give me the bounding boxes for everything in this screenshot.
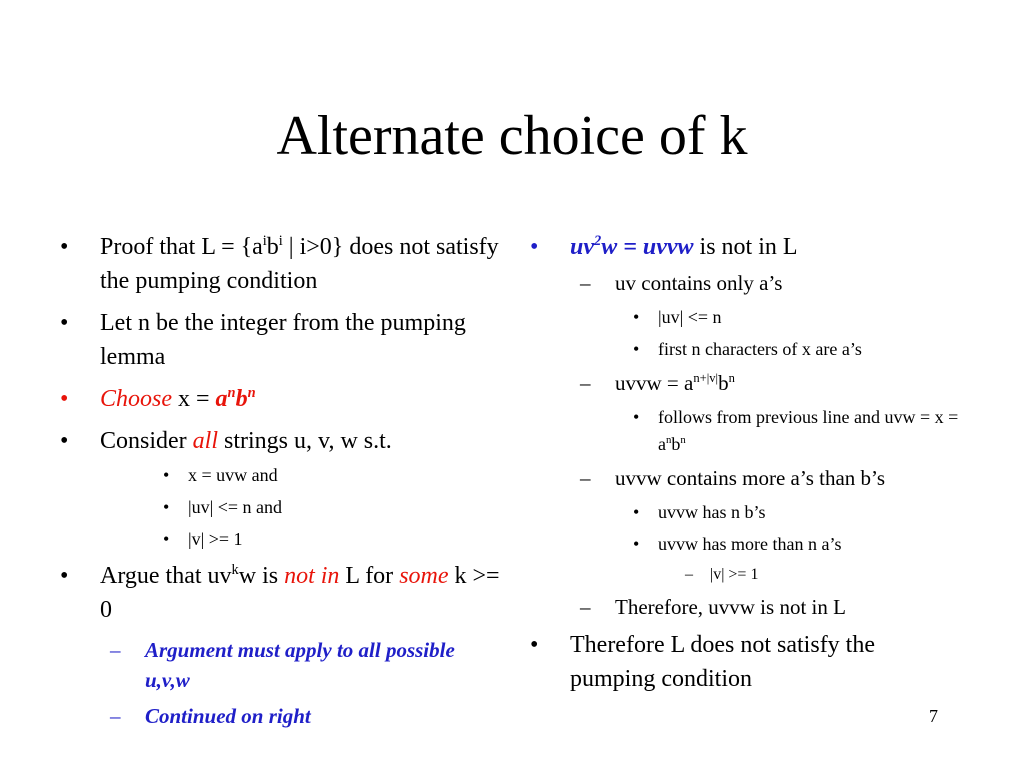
bullet-marker: •	[530, 632, 539, 658]
sub-bullet-text: |uv| <= n and	[188, 497, 282, 517]
sub-bullet-v-len	[60, 526, 500, 553]
bullet-marker: •	[530, 234, 539, 260]
subsub-text: uvvw has more than n a’s	[658, 534, 842, 554]
conclusion-text: Therefore L does not satisfy the pumping condition	[570, 632, 876, 692]
page-number: 7	[929, 706, 938, 726]
dash-marker: –	[580, 466, 591, 490]
superscript-n: n	[666, 434, 672, 446]
superscript-n: n	[247, 385, 256, 401]
bullet-marker: •	[60, 563, 69, 589]
sub-text: uvvw contains more a’s than b’s	[615, 466, 886, 490]
argue-not-in: not in	[284, 563, 340, 589]
bullet-consider	[60, 424, 500, 458]
uvvw-eq-b: b	[718, 371, 729, 395]
bullet-marker: •	[163, 529, 170, 549]
subsub-n-bs	[530, 499, 960, 526]
sub-uvvw-eq	[530, 368, 960, 398]
superscript-k: k	[231, 562, 239, 578]
superscript-n-plus-v: n+|v|	[693, 371, 719, 385]
bullet-marker: •	[163, 465, 170, 485]
uv2w-uv: uv	[570, 234, 594, 260]
dash-marker: –	[685, 566, 693, 583]
sub-bullet-text: |v| >= 1	[188, 529, 243, 549]
proof-text-c: | i>0} does not satisfy the pumping condition	[100, 234, 499, 294]
subsub-follows	[530, 404, 960, 458]
subsub-first-n	[530, 336, 960, 363]
level4-text: |v| >= 1	[710, 566, 759, 583]
bullet-marker: •	[633, 407, 640, 427]
sub-bullet-text: x = uvw and	[188, 465, 278, 485]
uvvw-eq-text: uvvw = a	[615, 371, 694, 395]
consider-text-a: Consider	[100, 428, 193, 454]
superscript-n: n	[227, 385, 236, 401]
argue-text-a: Argue that uv	[100, 563, 232, 589]
bullet-therefore-L	[530, 628, 960, 696]
level4-v-len	[530, 563, 960, 587]
superscript-n: n	[728, 371, 735, 385]
let-n-text: Let n be the integer from the pumping lemma	[100, 310, 466, 370]
bullet-marker: •	[633, 307, 640, 327]
subsub-more-than-n	[530, 531, 960, 558]
follows-text: follows from previous line and uvw = x = a	[658, 407, 959, 454]
bullet-let-n	[60, 306, 500, 374]
bullet-marker: •	[633, 339, 640, 359]
argue-text-b: w is	[238, 563, 285, 589]
bullet-argue	[60, 559, 500, 627]
bullet-marker: •	[60, 428, 69, 454]
dash-marker: –	[580, 371, 591, 395]
choose-word: Choose	[100, 386, 172, 412]
superscript-n: n	[680, 434, 686, 446]
argue-text-c: L for	[339, 563, 400, 589]
sub-bullet-argument	[60, 635, 500, 695]
sub-text: uv contains only a’s	[615, 271, 783, 295]
superscript-2: 2	[594, 233, 602, 249]
bullet-marker: •	[163, 497, 170, 517]
sub-uv-only-a	[530, 268, 960, 298]
consider-text-b: strings u, v, w s.t.	[218, 428, 392, 454]
sub-text: Therefore, uvvw is not in L	[615, 595, 846, 619]
sub-more-as	[530, 463, 960, 493]
argue-some: some	[399, 563, 449, 589]
left-bullet-list	[60, 230, 500, 731]
choose-b: b	[235, 386, 248, 412]
bullet-uv2w	[530, 230, 960, 264]
bullet-marker: •	[60, 386, 69, 412]
choose-a: a	[215, 386, 228, 412]
follows-b: b	[671, 434, 681, 454]
uv2w-not-in-L: is not in L	[693, 234, 798, 260]
subsub-uv-len	[530, 304, 960, 331]
slide-title: Alternate choice of k	[276, 105, 748, 167]
subsub-text: first n characters of x are a’s	[658, 339, 862, 359]
proof-text-b: b	[266, 234, 279, 260]
right-column	[530, 230, 960, 704]
proof-text-a: Proof that L = {a	[100, 234, 263, 260]
sub-bullet-continued	[60, 701, 500, 731]
continued-note: Continued on right	[145, 704, 311, 728]
sub-therefore-uvvw	[530, 592, 960, 622]
bullet-marker: •	[633, 534, 640, 554]
uv2w-rest: w = uvvw	[601, 234, 694, 260]
subsub-text: uvvw has n b’s	[658, 502, 766, 522]
argument-note: Argument must apply to all possible u,v,w	[145, 638, 455, 692]
superscript-i: i	[262, 233, 267, 249]
bullet-choose	[60, 382, 500, 416]
bullet-marker: •	[60, 234, 69, 260]
left-column	[60, 230, 500, 737]
dash-marker: –	[580, 595, 591, 619]
right-bullet-list	[530, 230, 960, 696]
argue-text-d: k >= 0	[100, 563, 500, 623]
choose-x-equals: x =	[172, 386, 216, 412]
dash-marker: –	[580, 271, 591, 295]
bullet-marker: •	[60, 310, 69, 336]
superscript-i: i	[278, 233, 283, 249]
dash-marker: –	[110, 704, 121, 728]
sub-bullet-uv-len	[60, 494, 500, 521]
dash-marker: –	[110, 638, 121, 662]
sub-bullet-x-uvw	[60, 462, 500, 489]
subsub-text: |uv| <= n	[658, 307, 722, 327]
consider-all: all	[192, 428, 219, 454]
bullet-proof	[60, 230, 500, 298]
bullet-marker: •	[633, 502, 640, 522]
